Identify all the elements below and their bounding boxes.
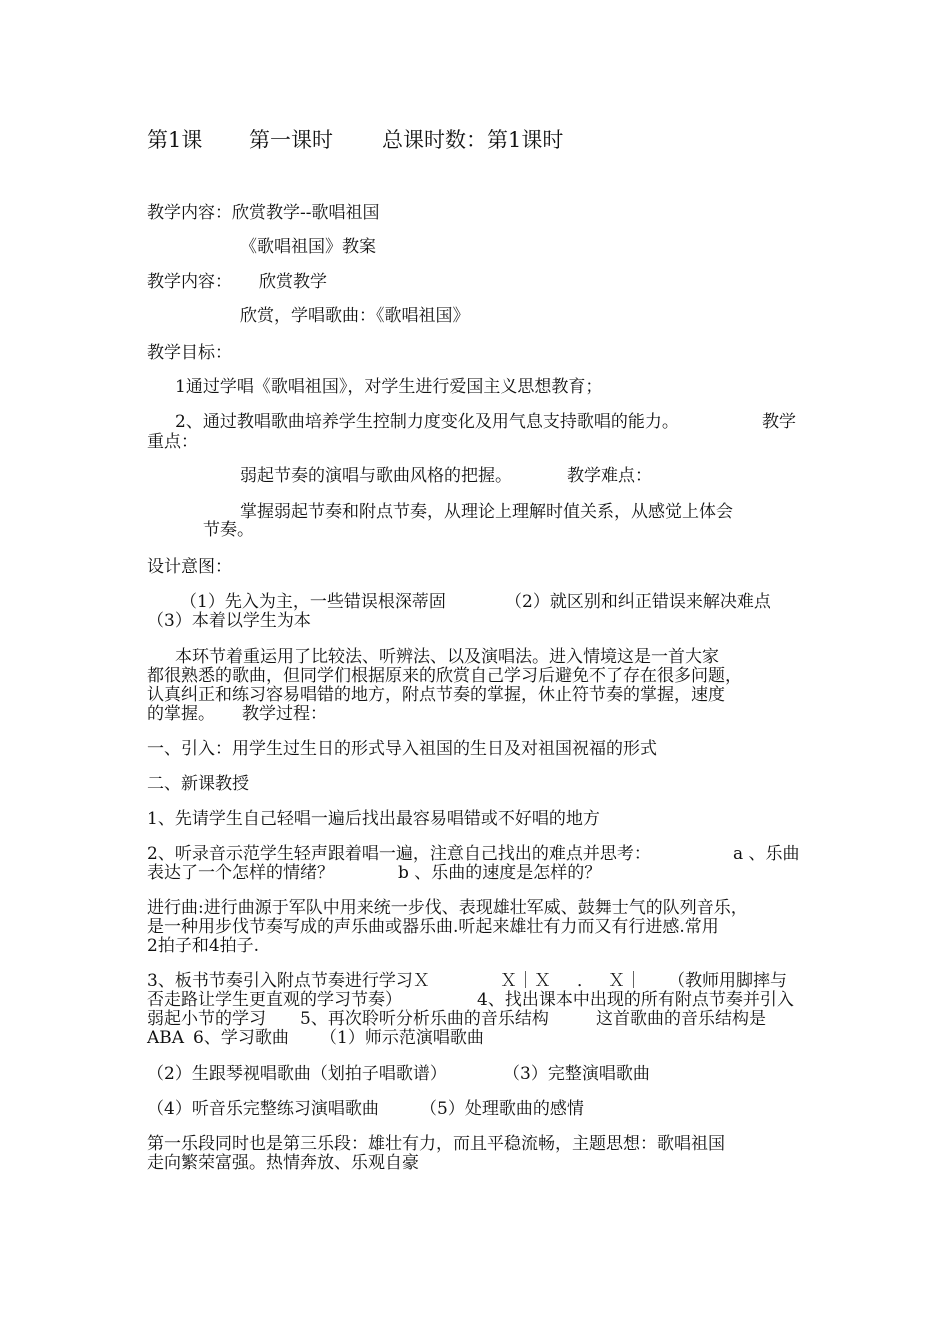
- text-line: 教学内容：: [147, 272, 232, 292]
- text-line: 1、先请学生自己轻唱一遍后找出最容易唱错或不好唱的地方: [147, 809, 600, 829]
- text-line: （3）本着以学生为本: [147, 611, 311, 631]
- lesson-total: 总课时数：第1课时: [382, 128, 564, 152]
- text-line: 二、新课教授: [147, 774, 249, 794]
- text-line: 1通过学唱《歌唱祖国》，对学生进行爱国主义思想教育；: [175, 377, 603, 397]
- text-line: 掌握弱起节奏和附点节奏，从理论上理解时值关系，从感觉上体会: [240, 502, 733, 522]
- text-line: 的掌握。: [147, 704, 215, 724]
- text-line: 认真纠正和练习容易唱错的地方，附点节奏的掌握，休止符节奏的掌握，速度: [147, 685, 725, 705]
- text-line: （4）听音乐完整练习演唱歌曲: [147, 1099, 379, 1119]
- text-line: 否走路让学生更直观的学习节奏）: [147, 990, 402, 1010]
- text-line: 第一乐段同时也是第三乐段：雄壮有力，而且平稳流畅，主题思想：歌唱祖国: [147, 1134, 725, 1154]
- text-line: Ｘ｜Ｘ: [500, 971, 551, 991]
- text-line: （教师用脚摔与: [668, 971, 787, 991]
- text-line: 弱起小节的学习: [147, 1009, 266, 1029]
- text-line: 教学目标：: [147, 343, 232, 363]
- lesson-number: 第1课: [147, 128, 203, 152]
- text-line: （2）生跟琴视唱歌曲（划拍子唱歌谱）: [147, 1064, 447, 1084]
- text-line: Ｘ｜: [608, 971, 642, 991]
- text-line: 教学内容：欣赏教学--歌唱祖国: [147, 203, 380, 223]
- text-line: 设计意图：: [147, 557, 232, 577]
- text-line: 是一种用步伐节奏写成的声乐曲或器乐曲.听起来雄壮有力而又有行进感.常用: [147, 917, 719, 937]
- text-line: （1）先入为主，一些错误根深蒂固: [180, 592, 446, 612]
- text-line: 走向繁荣富强。热情奔放、乐观自豪: [147, 1153, 419, 1173]
- text-line: 教学过程：: [242, 704, 327, 724]
- text-line: ．: [577, 971, 594, 991]
- text-line: 2、通过教唱歌曲培养学生控制力度变化及用气息支持歌唱的能力。: [175, 412, 679, 432]
- text-line: 《歌唱祖国》教案: [240, 237, 376, 257]
- text-line: 节奏。: [203, 520, 254, 540]
- text-line: 一、引入：用学生过生日的形式导入祖国的生日及对祖国祝福的形式: [147, 739, 657, 759]
- text-line: 欣赏教学: [259, 272, 327, 292]
- text-line: 进行曲:进行曲源于军队中用来统一步伐、表现雄壮军威、鼓舞士气的队列音乐，: [147, 898, 748, 918]
- text-line: 教学: [762, 412, 796, 432]
- text-line: b 、乐曲的速度是怎样的？: [398, 863, 602, 883]
- text-line: 5、再次聆听分析乐曲的音乐结构: [300, 1009, 549, 1029]
- lesson-period: 第一课时: [249, 128, 333, 152]
- text-line: 6、学习歌曲: [193, 1028, 289, 1048]
- text-line: 4、找出课本中出现的所有附点节奏并引入: [477, 990, 794, 1010]
- text-line: 这首歌曲的音乐结构是: [596, 1009, 766, 1029]
- text-line: 2拍子和4拍子.: [147, 936, 260, 956]
- text-line: 都很熟悉的歌曲，但同学们根据原来的欣赏自己学习后避免不了存在很多问题，: [147, 666, 742, 686]
- text-line: 表达了一个怎样的情绪？: [147, 863, 334, 883]
- text-line: ABA: [147, 1028, 185, 1048]
- text-line: 教学难点：: [567, 466, 652, 486]
- text-line: （2）就区别和纠正错误来解决难点: [505, 592, 771, 612]
- text-line: 3、板书节奏引入附点节奏进行学习Ｘ: [147, 971, 430, 991]
- text-line: a 、乐曲: [733, 844, 800, 864]
- text-line: 2、听录音示范学生轻声跟着唱一遍，注意自己找出的难点并思考：: [147, 844, 651, 864]
- text-line: 弱起节奏的演唱与歌曲风格的把握。: [240, 466, 512, 486]
- text-line: 欣赏，学唱歌曲：《歌唱祖国》: [240, 306, 470, 326]
- text-line: （1）师示范演唱歌曲: [320, 1028, 484, 1048]
- text-line: （5）处理歌曲的感情: [420, 1099, 584, 1119]
- text-line: 重点：: [147, 432, 198, 452]
- text-line: 本环节着重运用了比较法、听辨法、以及演唱法。进入情境这是一首大家: [175, 647, 719, 667]
- text-line: （3）完整演唱歌曲: [503, 1064, 650, 1084]
